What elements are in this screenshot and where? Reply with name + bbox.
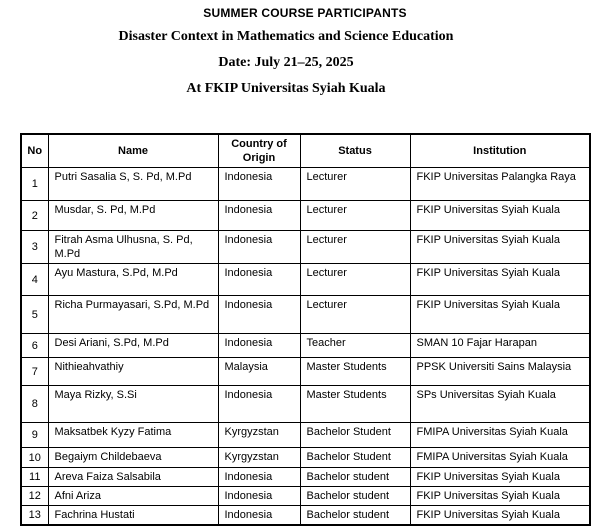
cell-no: 4 (21, 264, 48, 296)
document-date-line: Date: July 21–25, 2025 (218, 55, 354, 70)
cell-no: 6 (21, 334, 48, 358)
cell-name: Nithieahvathiy (48, 358, 218, 386)
cell-name: Desi Ariani, S.Pd, M.Pd (48, 334, 218, 358)
table-header-row (21, 134, 590, 168)
document-title: Disaster Context in Mathematics and Science Education (118, 29, 454, 44)
cell-no: 1 (21, 168, 48, 201)
cell-no: 7 (21, 358, 48, 386)
cell-institution: FMIPA Universitas Syiah Kuala (410, 448, 590, 468)
cell-name: Begaiym Childebaeva (48, 448, 218, 468)
cell-status: Lecturer (300, 264, 410, 296)
table-row (21, 296, 590, 334)
cell-status: Lecturer (300, 296, 410, 334)
cell-name: Afni Ariza (48, 487, 218, 506)
table-row (21, 423, 590, 448)
cell-name: Fitrah Asma Ulhusna, S. Pd, M.Pd (48, 231, 218, 264)
col-header-country: Country of Origin (218, 134, 300, 168)
table-row (21, 487, 590, 506)
cell-status: Bachelor student (300, 468, 410, 487)
cell-country: Indonesia (218, 168, 300, 201)
document-venue-line: At FKIP Universitas Syiah Kuala (186, 81, 386, 96)
table-row (21, 231, 590, 264)
cell-no: 10 (21, 448, 48, 468)
cell-name: Richa Purmayasari, S.Pd, M.Pd (48, 296, 218, 334)
cell-country: Kyrgyzstan (218, 423, 300, 448)
cell-country: Indonesia (218, 264, 300, 296)
cell-status: Bachelor student (300, 487, 410, 506)
cell-name: Maksatbek Kyzy Fatima (48, 423, 218, 448)
cell-institution: FKIP Universitas Syiah Kuala (410, 264, 590, 296)
cell-status: Master Students (300, 386, 410, 423)
cell-status: Bachelor Student (300, 448, 410, 468)
cell-status: Teacher (300, 334, 410, 358)
cell-name: Putri Sasalia S, S. Pd, M.Pd (48, 168, 218, 201)
cell-institution: FKIP Universitas Syiah Kuala (410, 487, 590, 506)
table-row (21, 468, 590, 487)
cell-status: Master Students (300, 358, 410, 386)
cell-no: 13 (21, 506, 48, 526)
document-title-block (0, 24, 572, 102)
cell-country: Indonesia (218, 468, 300, 487)
cell-country: Indonesia (218, 231, 300, 264)
cell-country: Indonesia (218, 487, 300, 506)
cell-name: Ayu Mastura, S.Pd, M.Pd (48, 264, 218, 296)
cell-country: Kyrgyzstan (218, 448, 300, 468)
cell-status: Bachelor student (300, 506, 410, 526)
table-row (21, 334, 590, 358)
col-header-name: Name (48, 134, 218, 168)
cell-name: Fachrina Hustati (48, 506, 218, 526)
cell-no: 3 (21, 231, 48, 264)
cell-no: 5 (21, 296, 48, 334)
cell-no: 9 (21, 423, 48, 448)
cell-institution: SPs Universitas Syiah Kuala (410, 386, 590, 423)
col-header-status: Status (300, 134, 410, 168)
cell-institution: FKIP Universitas Syiah Kuala (410, 468, 590, 487)
cell-country: Indonesia (218, 201, 300, 231)
col-header-institution: Institution (410, 134, 590, 168)
cell-institution: FKIP Universitas Syiah Kuala (410, 201, 590, 231)
cell-institution: FKIP Universitas Syiah Kuala (410, 231, 590, 264)
participants-table (20, 133, 591, 526)
cell-country: Indonesia (218, 334, 300, 358)
table-row (21, 358, 590, 386)
table-row (21, 506, 590, 526)
cell-no: 8 (21, 386, 48, 423)
document-heading: SUMMER COURSE PARTICIPANTS (203, 6, 407, 20)
cell-institution: SMAN 10 Fajar Harapan (410, 334, 590, 358)
table-row (21, 168, 590, 201)
table-row (21, 201, 590, 231)
cell-no: 12 (21, 487, 48, 506)
cell-institution: FKIP Universitas Palangka Raya (410, 168, 590, 201)
table-row (21, 386, 590, 423)
table-row (21, 264, 590, 296)
cell-institution: PPSK Universiti Sains Malaysia (410, 358, 590, 386)
cell-status: Lecturer (300, 231, 410, 264)
cell-name: Musdar, S. Pd, M.Pd (48, 201, 218, 231)
cell-status: Bachelor Student (300, 423, 410, 448)
cell-no: 2 (21, 201, 48, 231)
cell-country: Indonesia (218, 506, 300, 526)
cell-no: 11 (21, 468, 48, 487)
cell-status: Lecturer (300, 168, 410, 201)
cell-institution: FKIP Universitas Syiah Kuala (410, 506, 590, 526)
document-page (0, 6, 610, 526)
col-header-no: No (21, 134, 48, 168)
cell-country: Indonesia (218, 296, 300, 334)
cell-status: Lecturer (300, 201, 410, 231)
cell-country: Malaysia (218, 358, 300, 386)
table-row (21, 448, 590, 468)
cell-name: Areva Faiza Salsabila (48, 468, 218, 487)
cell-institution: FMIPA Universitas Syiah Kuala (410, 423, 590, 448)
cell-institution: FKIP Universitas Syiah Kuala (410, 296, 590, 334)
cell-country: Indonesia (218, 386, 300, 423)
cell-name: Maya Rizky, S.Si (48, 386, 218, 423)
